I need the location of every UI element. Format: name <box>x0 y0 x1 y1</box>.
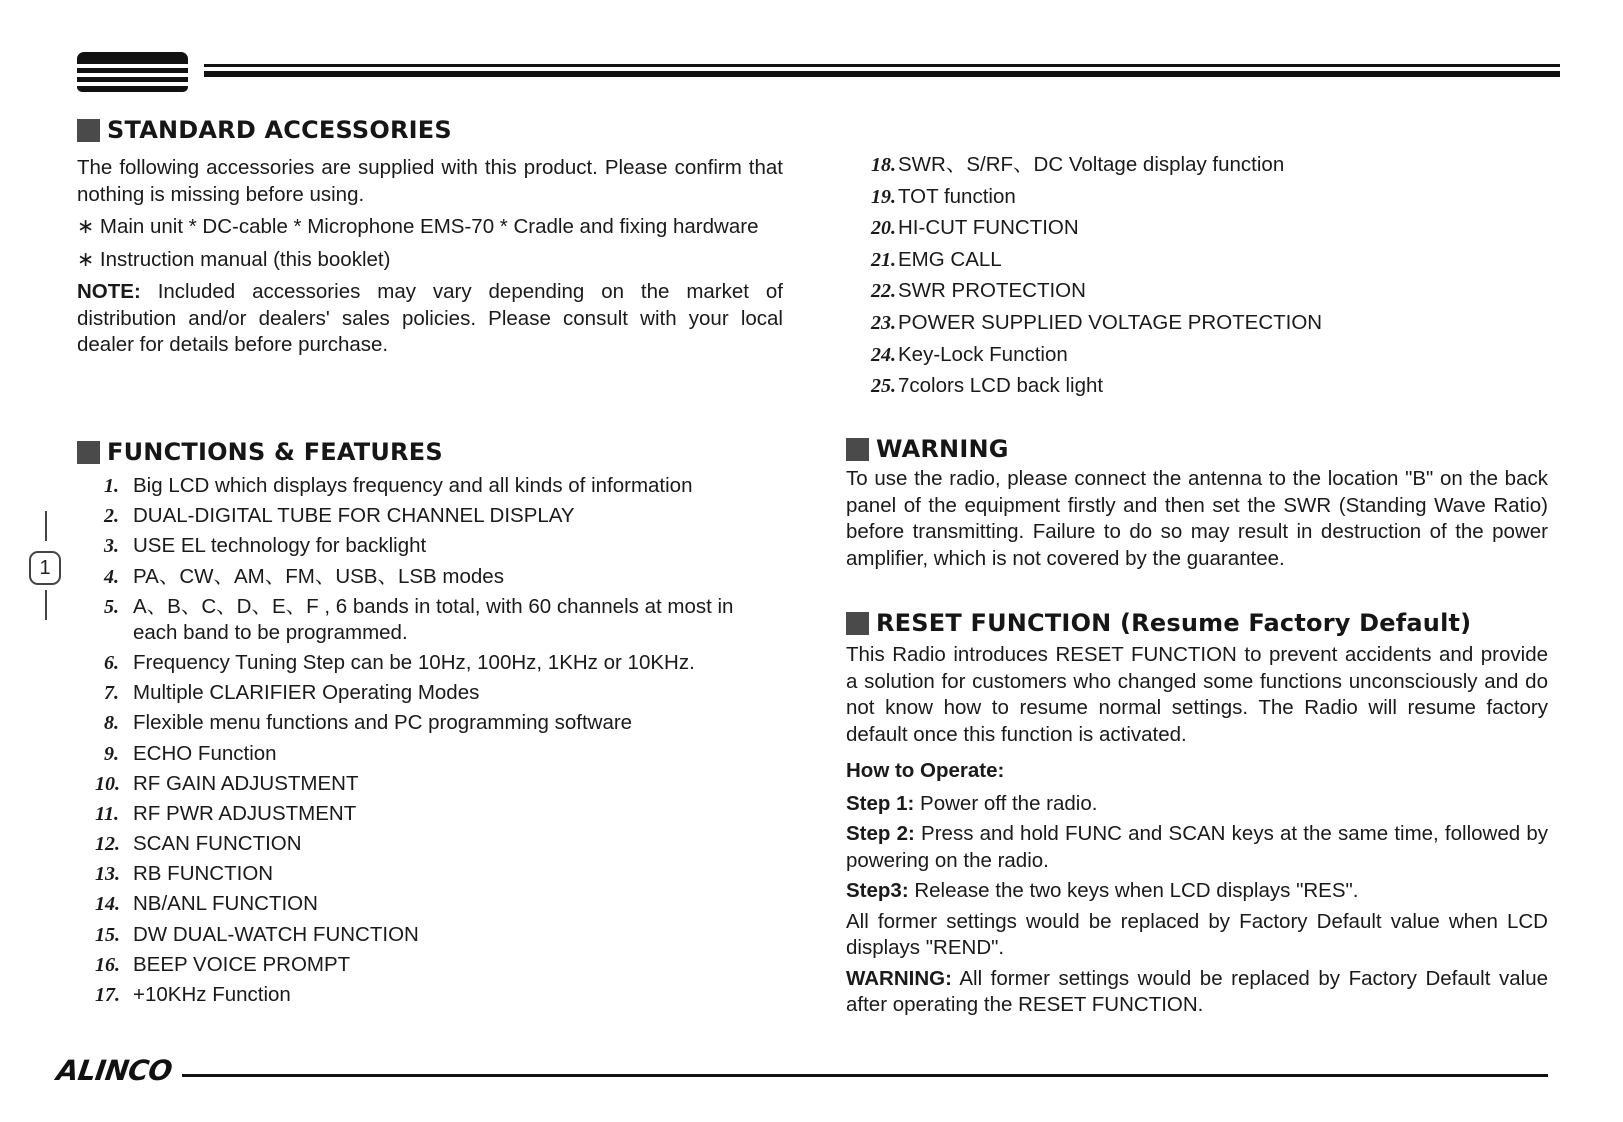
function-item-text: Flexible menu functions and PC programming software <box>133 711 633 735</box>
footer-rule <box>182 1074 1548 1077</box>
reset-step-3 <box>846 878 1548 905</box>
function-item-text: PA、CW、AM、FM、USB、LSB modes <box>133 564 504 588</box>
function-item-number: 17. <box>95 984 120 1006</box>
function-item-number: 14. <box>95 893 120 916</box>
function-item <box>95 564 783 590</box>
function-item-text: +10KHz Function <box>133 983 291 1006</box>
function-item-number: 5. <box>104 595 119 618</box>
function-item-text: SWR、S/RF、DC Voltage display function <box>898 153 1285 176</box>
step1-text: Power off the radio. <box>914 791 1098 815</box>
function-item <box>95 831 783 857</box>
function-item <box>95 952 783 978</box>
function-item <box>866 342 1546 368</box>
step2-label: Step 2: <box>846 822 915 845</box>
function-item <box>866 373 1546 399</box>
function-item-text: SCAN FUNCTION <box>133 832 302 856</box>
function-item-text: Frequency Tuning Step can be 10Hz, 100Hz, 1KHz or 10KHz. <box>133 650 695 674</box>
accessories-items-line1: ∗ Main unit * DC-cable * Microphone EMS-70 * Cradle and fixing hardware <box>77 215 759 238</box>
functions-title: FUNCTIONS & FEATURES <box>107 438 443 466</box>
heading-square-icon <box>77 119 100 142</box>
note-label: NOTE: <box>77 280 141 303</box>
functions-list-continued <box>866 152 1546 405</box>
function-item-text: DUAL-DIGITAL TUBE FOR CHANNEL DISPLAY <box>133 504 575 528</box>
function-item-number: 4. <box>104 565 119 588</box>
function-item-number: 2. <box>104 505 119 528</box>
function-item <box>95 922 783 948</box>
function-item-number: 22. <box>871 280 896 303</box>
function-item-text: HI-CUT FUNCTION <box>898 216 1079 240</box>
reset-step-2 <box>846 821 1548 874</box>
function-item <box>95 861 783 887</box>
function-item-number: 25. <box>871 375 896 398</box>
reset-warning-label: WARNING: <box>846 966 952 990</box>
step3-text: Release the two keys when LCD displays "RES". <box>908 879 1359 902</box>
function-item <box>95 891 783 917</box>
function-item-number: 21. <box>871 248 896 271</box>
function-item-text: POWER SUPPLIED VOLTAGE PROTECTION <box>898 310 1323 334</box>
function-item-text: BEEP VOICE PROMPT <box>133 952 351 976</box>
page-number-line-bottom <box>45 590 47 620</box>
heading-square-icon <box>846 438 869 461</box>
function-item <box>95 771 783 797</box>
function-item-number: 9. <box>104 742 119 765</box>
reset-step-1 <box>846 791 1548 818</box>
alinco-logo: ALINCO <box>54 1054 175 1087</box>
function-item <box>866 152 1546 178</box>
step2-text: Press and hold FUNC and SCAN keys at the same time, followed by powering on the radio. <box>846 822 1548 872</box>
function-item-number: 12. <box>95 833 120 856</box>
reset-title: RESET FUNCTION (Resume Factory Default) <box>876 609 1472 637</box>
heading-square-icon <box>846 612 869 635</box>
how-to-operate-label: How to Operate: <box>846 759 1005 782</box>
function-item <box>95 710 783 736</box>
reset-intro: This Radio introduces RESET FUNCTION to prevent accidents and provide a solution for customers who changed some functions unconsciously and do not know how to resume normal settings. The Radio will resume factory default once this function is activated. <box>846 643 1548 746</box>
reset-warning-text: All former settings would be replaced by Factory Default value after operating the RESET FUNCTION. <box>846 966 1548 1016</box>
function-item-text: RF PWR ADJUSTMENT <box>133 801 357 825</box>
function-item-text: Key-Lock Function <box>898 342 1068 366</box>
function-item-number: 15. <box>95 923 120 946</box>
warning-title: WARNING <box>876 435 1009 463</box>
warning-body <box>846 466 1548 572</box>
function-item-number: 13. <box>95 863 120 886</box>
standard-accessories-body <box>77 155 783 359</box>
function-item-text: TOT function <box>898 184 1016 208</box>
function-item-number: 6. <box>104 651 119 674</box>
function-item-number: 16. <box>95 953 120 976</box>
function-item <box>866 310 1546 336</box>
function-item-text: USE EL technology for backlight <box>133 534 427 558</box>
reset-after-text: All former settings would be replaced by Factory Default value when LCD displays "REND". <box>846 909 1548 959</box>
function-item-text: DW DUAL-WATCH FUNCTION <box>133 922 419 946</box>
functions-heading <box>77 438 443 466</box>
function-item-text: Big LCD which displays frequency and all kinds of information <box>133 474 693 497</box>
function-item-text: 7colors LCD back light <box>898 374 1104 398</box>
function-item-text: RF GAIN ADJUSTMENT <box>133 771 359 795</box>
function-item-number: 23. <box>871 311 896 334</box>
function-item <box>95 594 783 646</box>
function-item-number: 24. <box>871 343 896 366</box>
function-item <box>95 533 783 559</box>
function-item-text: RB FUNCTION <box>133 862 274 886</box>
warning-heading <box>846 435 1009 463</box>
function-item <box>866 215 1546 241</box>
function-item-number: 11. <box>95 802 119 825</box>
functions-list <box>95 473 783 1012</box>
function-item <box>866 247 1546 273</box>
accessories-items-line2: ∗ Instruction manual (this booklet) <box>77 247 391 271</box>
function-item <box>95 801 783 827</box>
function-item-number: 18. <box>871 154 896 176</box>
function-item-text: NB/ANL FUNCTION <box>133 892 318 916</box>
function-item-number: 7. <box>104 682 119 705</box>
function-item <box>95 982 783 1008</box>
header-tab-graphic <box>77 52 188 92</box>
warning-text: To use the radio, please connect the antenna to the location "B" on the back panel of the equipment firstly and then set the SWR (Standing Wave Ratio) before transmitting. Failure to do so may result in destruction of the power amplifier, which is not covered by the guarantee. <box>846 467 1548 570</box>
function-item-text: ECHO Function <box>133 741 277 765</box>
function-item <box>95 503 783 529</box>
function-item <box>866 278 1546 304</box>
function-item <box>866 184 1546 210</box>
standard-accessories-title: STANDARD ACCESSORIES <box>107 116 452 144</box>
step3-label: Step3: <box>846 879 909 902</box>
function-item-number: 19. <box>871 185 896 208</box>
function-item-text: A、B、C、D、E、F , 6 bands in total, with 60 channels at most in each band to be programmed. <box>133 594 734 644</box>
function-item-number: 3. <box>104 535 119 558</box>
accessories-intro: The following accessories are supplied with this product. Please confirm that nothing is missing before using. <box>77 156 783 206</box>
reset-warning <box>846 966 1548 1019</box>
heading-square-icon <box>77 441 100 464</box>
function-item-text: SWR PROTECTION <box>898 279 1086 303</box>
function-item-number: 10. <box>95 772 120 795</box>
reset-body <box>846 642 1548 1019</box>
function-item-number: 1. <box>104 475 119 497</box>
function-item-text: Multiple CLARIFIER Operating Modes <box>133 681 480 705</box>
function-item-number: 8. <box>104 712 119 735</box>
standard-accessories-heading <box>77 116 452 144</box>
step1-label: Step 1: <box>846 791 915 815</box>
page-number-line-top <box>45 511 47 541</box>
function-item <box>95 680 783 706</box>
reset-heading <box>846 609 1471 637</box>
page-number: 1 <box>29 551 61 585</box>
function-item-number: 20. <box>871 217 896 240</box>
how-to-operate <box>846 758 1548 785</box>
accessories-note <box>77 279 783 359</box>
function-item <box>95 650 783 676</box>
note-text: Included accessories may vary depending on the market of distribution and/or dealers' sales policies. Please consult with your local dealer for details before purchase. <box>77 280 783 356</box>
function-item <box>95 741 783 767</box>
function-item <box>95 473 783 499</box>
function-item-text: EMG CALL <box>898 247 1002 271</box>
